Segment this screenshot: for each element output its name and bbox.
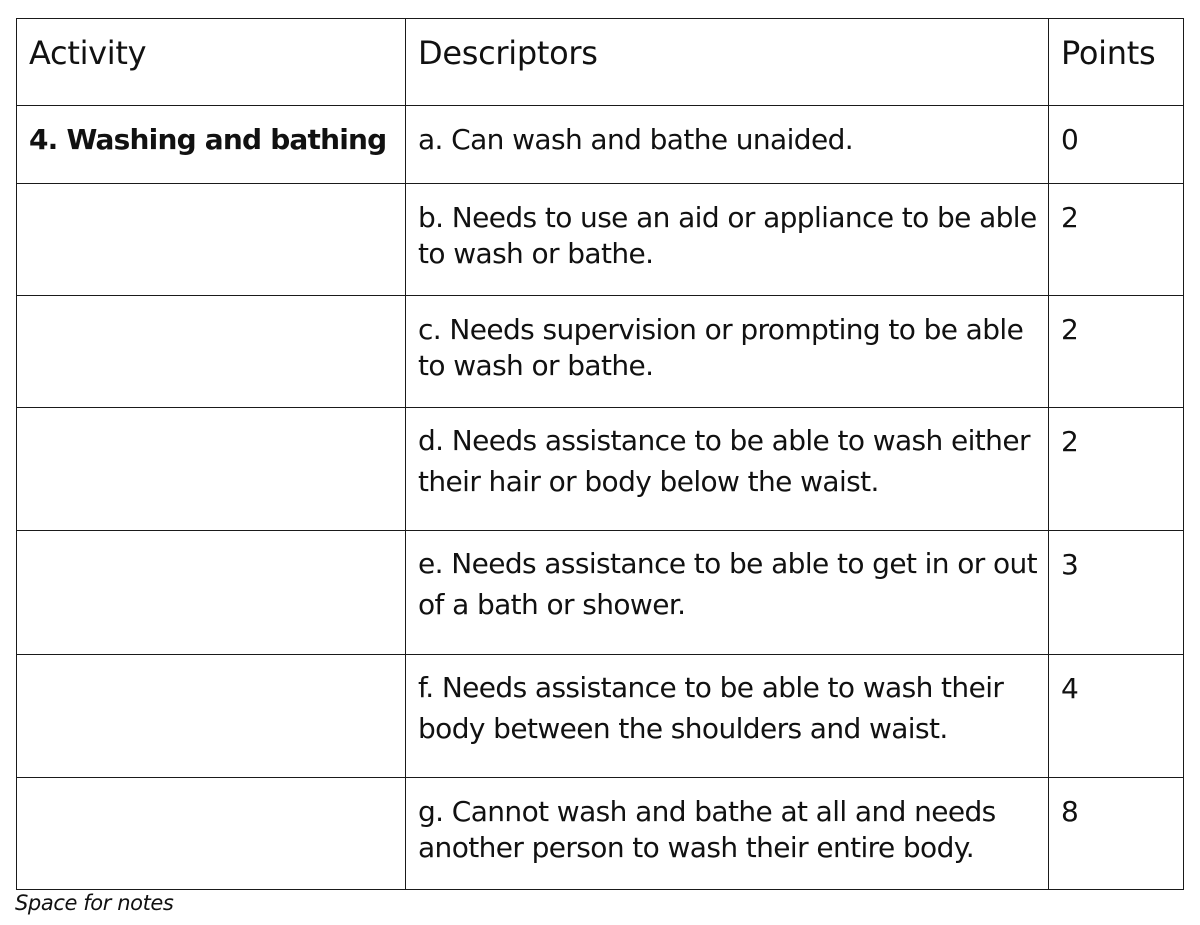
header-points: Points — [1049, 19, 1184, 106]
descriptor-cell: b. Needs to use an aid or appliance to be able to wash or bathe. — [406, 184, 1049, 296]
header-descriptors: Descriptors — [406, 19, 1049, 106]
table-row — [17, 408, 1184, 531]
descriptor-cell: f. Needs assistance to be able to wash their body between the shoulders and waist. — [406, 655, 1049, 778]
points-cell: 2 — [1049, 184, 1184, 296]
descriptor-cell: d. Needs assistance to be able to wash either their hair or body below the waist. — [406, 408, 1049, 531]
points-cell: 2 — [1049, 296, 1184, 408]
activity-cell — [17, 106, 406, 184]
table-header-row — [17, 19, 1184, 106]
activity-cell — [17, 184, 406, 296]
table-row — [17, 184, 1184, 296]
activity-cell — [17, 408, 406, 531]
descriptor-table — [16, 18, 1184, 890]
activity-cell — [17, 531, 406, 655]
activity-cell — [17, 778, 406, 890]
table-row — [17, 296, 1184, 408]
points-cell: 4 — [1049, 655, 1184, 778]
points-cell: 2 — [1049, 408, 1184, 531]
table-row — [17, 106, 1184, 184]
descriptor-cell: e. Needs assistance to be able to get in or out of a bath or shower. — [406, 531, 1049, 655]
points-cell: 8 — [1049, 778, 1184, 890]
descriptor-cell: c. Needs supervision or prompting to be able to wash or bathe. — [406, 296, 1049, 408]
descriptor-cell: g. Cannot wash and bathe at all and needs another person to wash their entire body. — [406, 778, 1049, 890]
descriptor-cell: a. Can wash and bathe unaided. — [406, 106, 1049, 184]
table-row — [17, 531, 1184, 655]
table-row — [17, 655, 1184, 778]
points-cell: 3 — [1049, 531, 1184, 655]
activity-cell — [17, 296, 406, 408]
table-row — [17, 778, 1184, 890]
notes-label: Space for notes — [15, 891, 174, 915]
activity-cell — [17, 655, 406, 778]
activity-title: 4. Washing and bathing — [29, 123, 387, 156]
points-cell: 0 — [1049, 106, 1184, 184]
header-activity: Activity — [17, 19, 406, 106]
